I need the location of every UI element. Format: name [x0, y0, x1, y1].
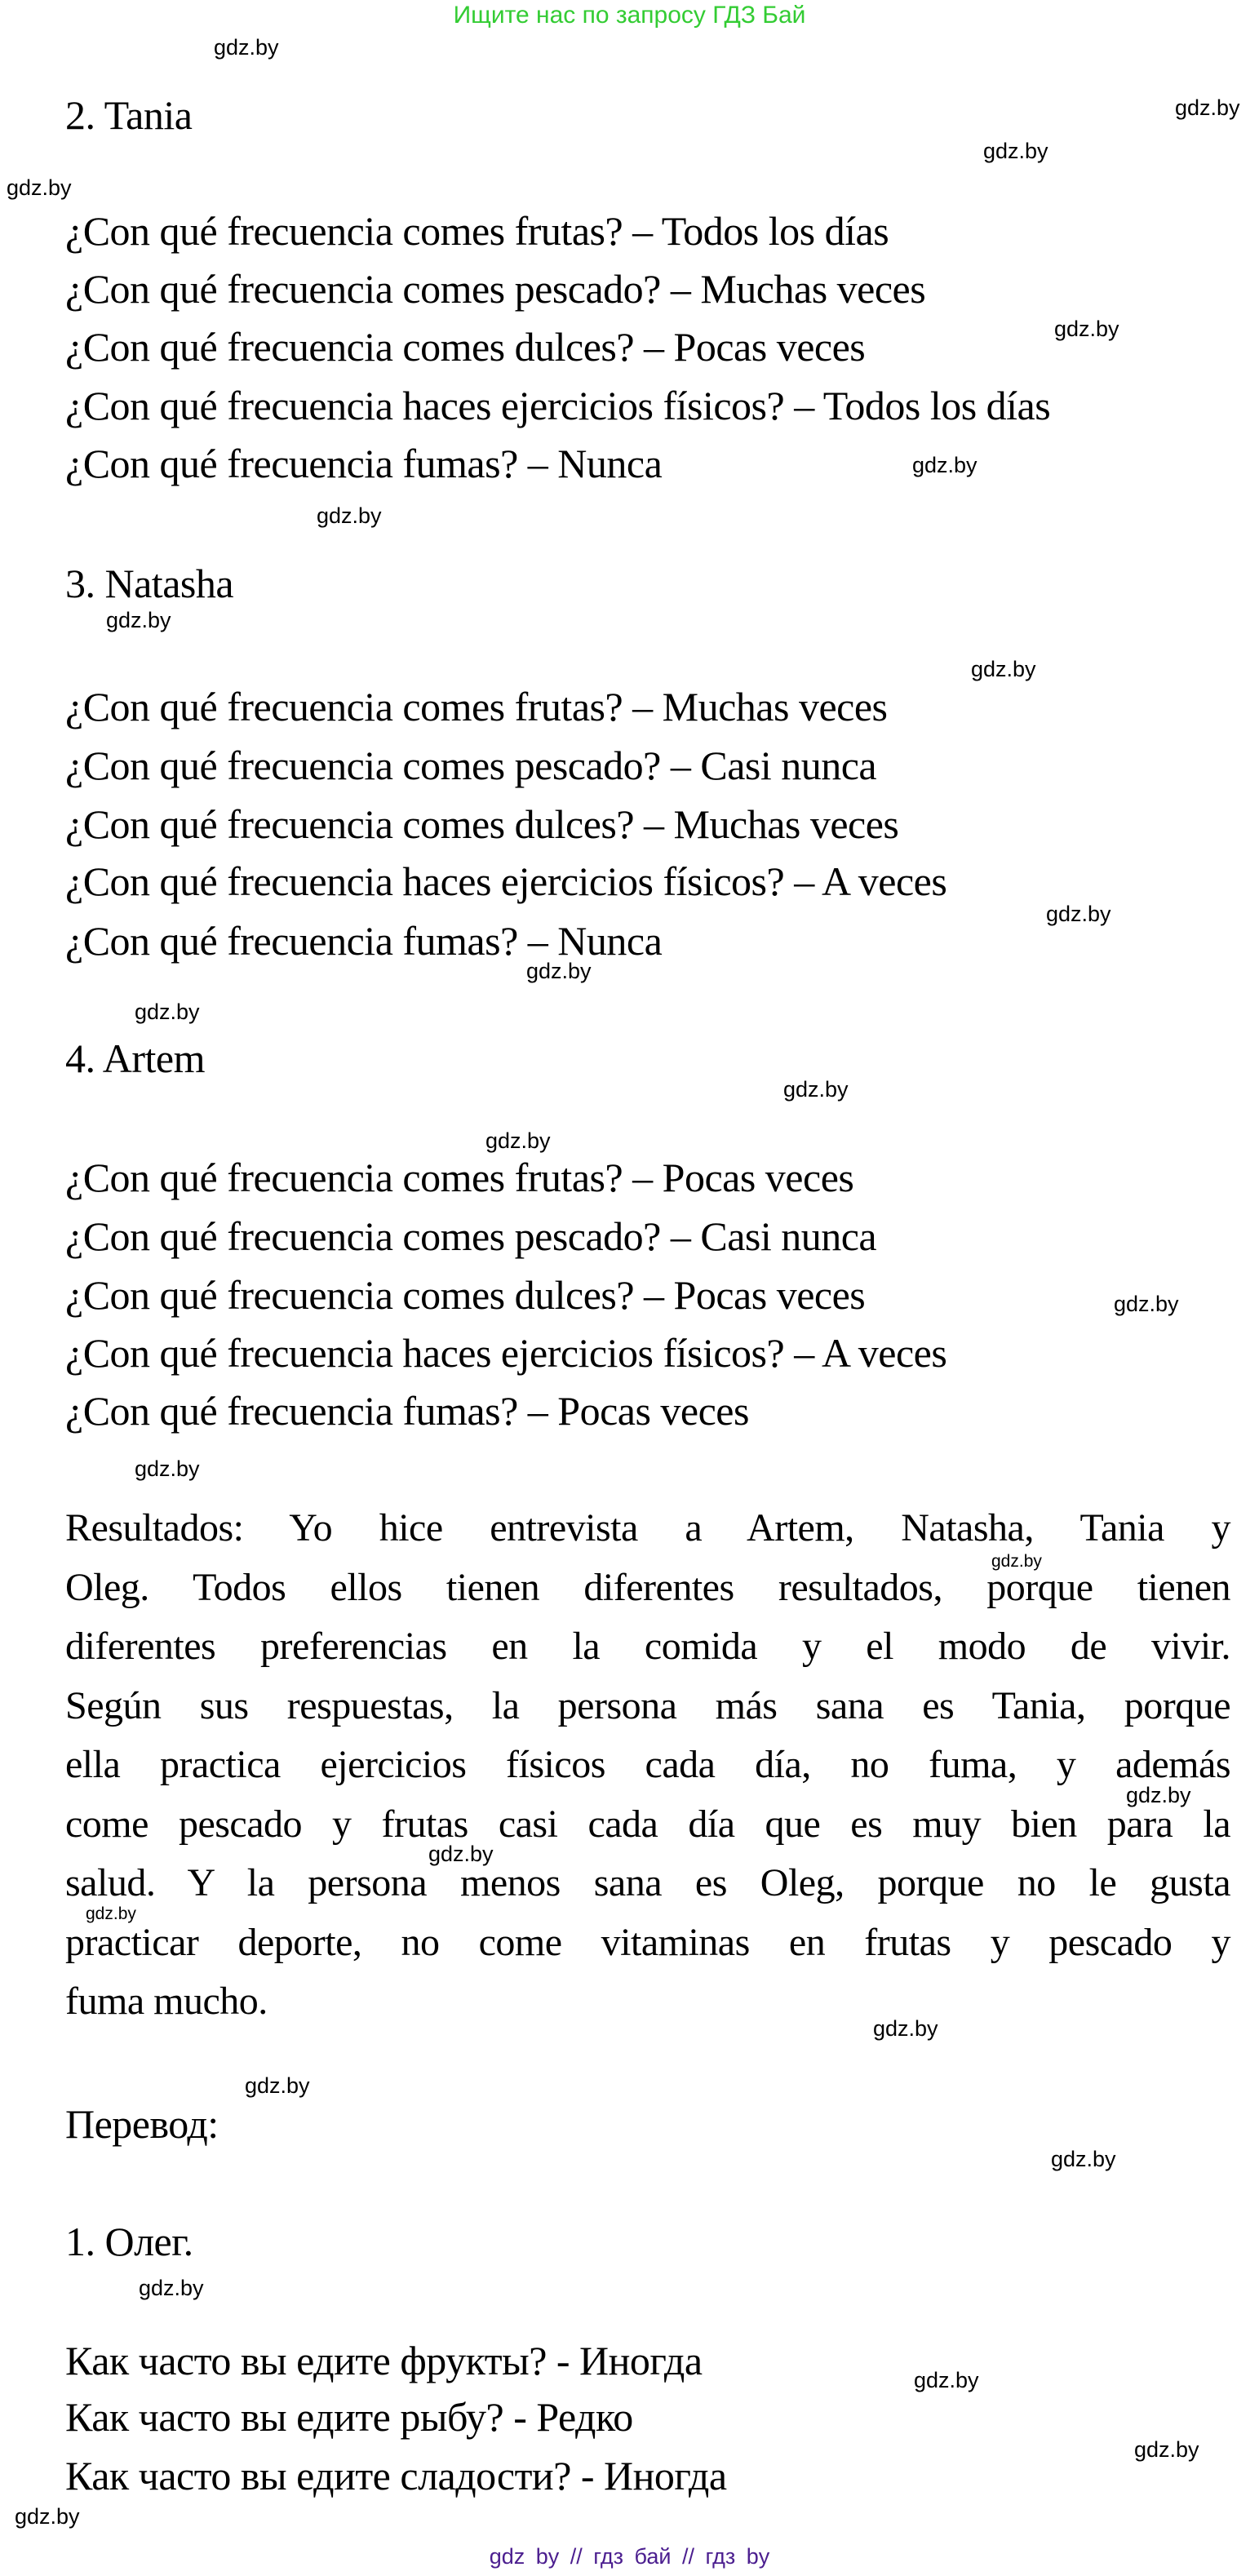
gdz-watermark: gdz.by [983, 139, 1048, 163]
gdz-watermark: gdz.by [135, 1456, 200, 1481]
gdz-watermark: gdz.by [245, 2073, 310, 2098]
translation-qa-line: Как часто вы едите рыбу? - Редко [65, 2394, 633, 2440]
qa-line: ¿Con qué frecuencia fumas? – Pocas veces [65, 1388, 749, 1434]
gdz-watermark: gdz.by [139, 2276, 204, 2300]
results-line: fuma mucho. [65, 1980, 268, 2023]
promo-banner: Ищите нас по запросу ГДЗ Бай [453, 2, 806, 29]
results-paragraph [65, 1499, 1230, 2032]
gdz-watermark: gdz.by [971, 657, 1036, 681]
translation-qa-line: Как часто вы едите фрукты? - Иногда [65, 2338, 703, 2383]
gdz-watermark: gdz.by [912, 453, 977, 477]
qa-line: ¿Con qué frecuencia haces ejercicios físicos? – A veces [65, 858, 947, 904]
section-title-natasha: 3. Natasha [65, 561, 234, 606]
gdz-watermark: gdz.by [873, 2016, 938, 2041]
qa-line: ¿Con qué frecuencia fumas? – Nunca [65, 441, 663, 486]
gdz-watermark: gdz.by [783, 1077, 849, 1102]
results-line: ella practica ejercicios físicos cada día, no fuma, y además [65, 1743, 1230, 1786]
gdz-watermark: gdz.by [7, 175, 72, 200]
gdz-watermark: gdz.by [1134, 2437, 1199, 2462]
results-line: salud. Y la persona menos sana es Oleg, porque no le gusta [65, 1861, 1230, 1904]
qa-line: ¿Con qué frecuencia haces ejercicios físicos? – A veces [65, 1330, 947, 1376]
results-line: Resultados: Yo hice entrevista a Artem, Natasha, Tania y [65, 1506, 1230, 1550]
gdz-watermark: gdz.by [526, 959, 592, 983]
translation-heading: Перевод: [65, 2101, 219, 2147]
section-title-artem: 4. Artem [65, 1035, 205, 1081]
gdz-watermark: gdz.by [1175, 95, 1240, 120]
qa-line: ¿Con qué frecuencia comes frutas? – Muchas veces [65, 684, 888, 729]
gdz-watermark: gdz.by [1046, 902, 1111, 926]
gdz-watermark: gdz.by [914, 2368, 979, 2392]
gdz-watermark: gdz.by [106, 608, 171, 632]
gdz-watermark: gdz.by [86, 1904, 136, 1923]
results-line: Oleg. Todos ellos tienen diferentes resultados, porque tienen [65, 1565, 1230, 1609]
qa-line: ¿Con qué frecuencia comes dulces? – Pocas veces [65, 324, 866, 370]
gdz-watermark: gdz.by [485, 1128, 551, 1153]
gdz-watermark: gdz.by [15, 2504, 80, 2529]
gdz-watermark: gdz.by [428, 1842, 494, 1866]
qa-line: ¿Con qué frecuencia comes dulces? – Muchas veces [65, 801, 899, 847]
gdz-watermark: gdz.by [1054, 317, 1119, 341]
qa-line: ¿Con qué frecuencia comes frutas? – Pocas veces [65, 1155, 854, 1200]
results-line: diferentes preferencias en la comida y el modo de vivir. [65, 1625, 1230, 1668]
qa-line: ¿Con qué frecuencia comes pescado? – Muchas veces [65, 266, 926, 312]
qa-line: ¿Con qué frecuencia fumas? – Nunca [65, 918, 663, 964]
results-line: come pescado y frutas casi cada día que es muy bien para la [65, 1802, 1230, 1846]
qa-line: ¿Con qué frecuencia haces ejercicios físicos? – Todos los días [65, 383, 1051, 428]
gdz-watermark: gdz.by [1051, 2147, 1116, 2171]
gdz-watermark: gdz.by [1114, 1292, 1179, 1316]
qa-line: ¿Con qué frecuencia comes frutas? – Todos los días [65, 208, 889, 254]
translation-qa-line: Как часто вы едите сладости? - Иногда [65, 2453, 727, 2498]
results-line: practicar deporte, no come vitaminas en frutas y pescado y [65, 1920, 1230, 1964]
translation-item-title: 1. Олег. [65, 2219, 193, 2264]
gdz-watermark: gdz.by [317, 503, 382, 528]
section-title-tania: 2. Tania [65, 92, 193, 138]
gdz-watermark: gdz.by [214, 35, 279, 60]
qa-line: ¿Con qué frecuencia comes pescado? – Casi nunca [65, 743, 877, 788]
gdz-watermark: gdz.by [1126, 1783, 1191, 1807]
qa-line: ¿Con qué frecuencia comes dulces? – Pocas veces [65, 1272, 866, 1318]
gdz-watermark: gdz.by [991, 1552, 1042, 1571]
results-line: Según sus respuestas, la persona más sana es Tania, porque [65, 1683, 1230, 1727]
qa-line: ¿Con qué frecuencia comes pescado? – Casi nunca [65, 1213, 877, 1259]
footer-watermark-line: gdz by // гдз бай // гдз by [489, 2544, 770, 2569]
gdz-watermark: gdz.by [135, 1000, 200, 1024]
